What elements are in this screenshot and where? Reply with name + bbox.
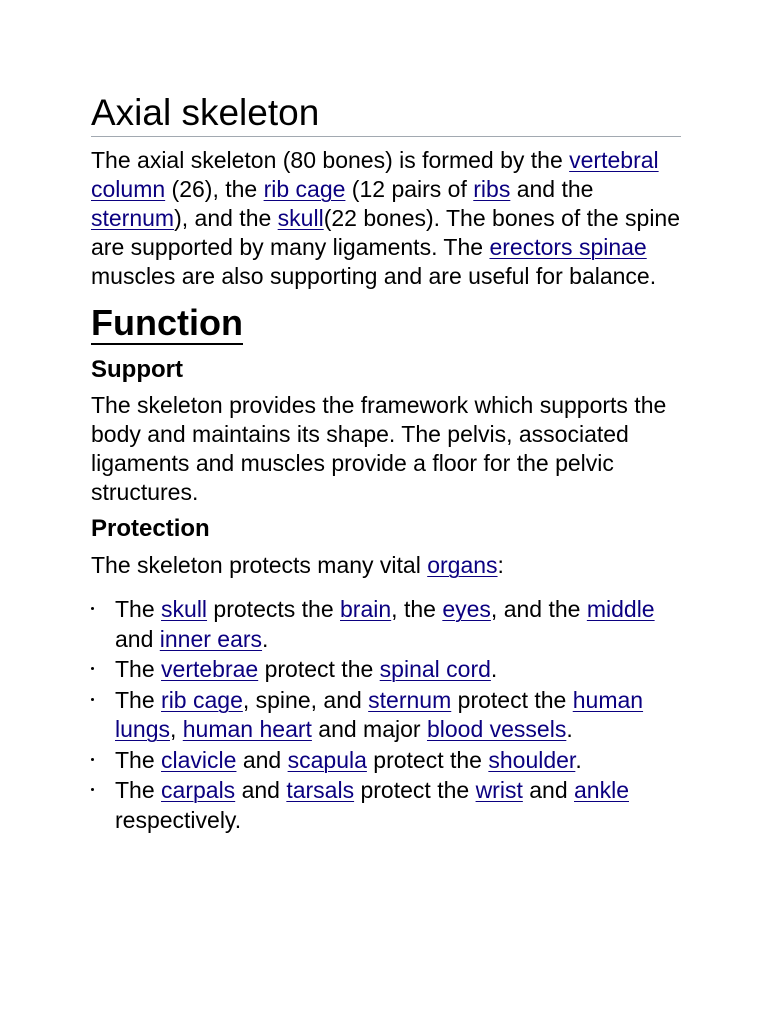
- bullet-icon: [91, 607, 94, 610]
- text-span: The axial skeleton (80 bones) is formed by the: [91, 147, 570, 173]
- link-human-lungs[interactable]: human lungs: [115, 686, 644, 742]
- support-paragraph: The skeleton provides the framework which supports the body and maintains its shape. The pelvis, associated ligaments and muscles provide a floor for the pelvic structures.: [91, 392, 667, 505]
- text-span: .: [575, 746, 582, 773]
- list-item: [91, 595, 681, 654]
- link-vertebrae[interactable]: vertebrae: [161, 656, 259, 682]
- text-span: .: [490, 656, 498, 682]
- text-span: , the: [391, 596, 443, 622]
- text-span: The: [115, 596, 162, 622]
- list-item: [91, 776, 681, 835]
- text-span: and the: [510, 176, 594, 202]
- link-erectors-spinae[interactable]: erectors spinae: [489, 234, 647, 260]
- text-span: respectively.: [115, 806, 242, 833]
- link-tarsals[interactable]: tarsals: [286, 777, 355, 803]
- support-heading: Support: [91, 356, 183, 383]
- text-span: and: [115, 625, 160, 652]
- list-item: [91, 686, 681, 745]
- bullet-icon: [91, 758, 94, 761]
- link-human-heart[interactable]: human heart: [182, 716, 312, 742]
- text-span: .: [566, 716, 573, 742]
- text-span: and: [236, 746, 288, 773]
- text-span: , and the: [490, 596, 587, 622]
- list-item: [91, 746, 681, 776]
- link-middle[interactable]: middle: [586, 596, 655, 622]
- text-span: protect the: [366, 746, 489, 773]
- link-skull[interactable]: skull: [161, 596, 208, 622]
- function-heading: [91, 301, 681, 345]
- text-span: :: [497, 552, 504, 578]
- text-span: (22 bones). The bones of the spine are supported by many ligaments. The: [91, 205, 681, 260]
- text-span: The: [115, 656, 162, 682]
- text-span: (26), the: [165, 176, 264, 202]
- text-span: (12 pairs of: [345, 176, 474, 202]
- function-heading-text: Function: [91, 302, 243, 343]
- text-span: protects the: [207, 596, 341, 622]
- text-span: protect the: [451, 686, 573, 713]
- text-span: , spine, and: [242, 686, 369, 713]
- text-span: The: [115, 777, 162, 803]
- text-span: muscles are also supporting and are useful for balance.: [91, 263, 657, 289]
- text-span: The skeleton protects many vital: [91, 552, 428, 578]
- text-span: ,: [169, 716, 183, 742]
- text-span: .: [262, 625, 269, 652]
- link-ribs[interactable]: ribs: [473, 176, 511, 202]
- list-item: [91, 655, 681, 685]
- link-sternum[interactable]: sternum: [91, 205, 175, 231]
- text-span: and: [522, 777, 574, 803]
- text-span: and: [235, 777, 287, 803]
- link-carpals[interactable]: carpals: [161, 777, 236, 803]
- link-eyes[interactable]: eyes: [442, 596, 491, 622]
- link-skull[interactable]: skull: [277, 205, 324, 231]
- text-span: protect the: [354, 777, 476, 803]
- protection-paragraph: [91, 551, 681, 580]
- link-rib-cage[interactable]: rib cage: [263, 176, 346, 202]
- link-ankle[interactable]: ankle: [574, 777, 629, 803]
- protection-heading: Protection: [91, 515, 210, 542]
- bullet-icon: [91, 667, 94, 670]
- link-clavicle[interactable]: clavicle: [161, 746, 237, 773]
- link-vertebral-column[interactable]: vertebral column: [91, 147, 659, 202]
- link-inner-ears[interactable]: inner ears: [159, 625, 263, 652]
- text-span: protect the: [258, 656, 380, 682]
- text-span: and major: [311, 716, 427, 742]
- link-shoulder[interactable]: shoulder: [488, 746, 576, 773]
- link-rib-cage[interactable]: rib cage: [161, 686, 243, 713]
- bullet-icon: [91, 788, 94, 791]
- link-organs[interactable]: organs: [427, 552, 498, 578]
- text-span: The: [115, 746, 162, 773]
- link-blood-vessels[interactable]: blood vessels: [426, 716, 567, 742]
- link-brain[interactable]: brain: [340, 596, 392, 622]
- link-wrist[interactable]: wrist: [475, 777, 523, 803]
- protection-list: [91, 595, 681, 835]
- axial-skeleton-heading: Axial skeleton: [91, 90, 681, 137]
- text-span: The: [115, 686, 162, 713]
- link-spinal-cord[interactable]: spinal cord: [379, 656, 491, 682]
- link-sternum[interactable]: sternum: [368, 686, 452, 713]
- bullet-icon: [91, 698, 94, 701]
- axial-skeleton-paragraph: [91, 146, 681, 291]
- document-page: [91, 90, 681, 836]
- text-span: ), and the: [174, 205, 278, 231]
- link-scapula[interactable]: scapula: [287, 746, 367, 773]
